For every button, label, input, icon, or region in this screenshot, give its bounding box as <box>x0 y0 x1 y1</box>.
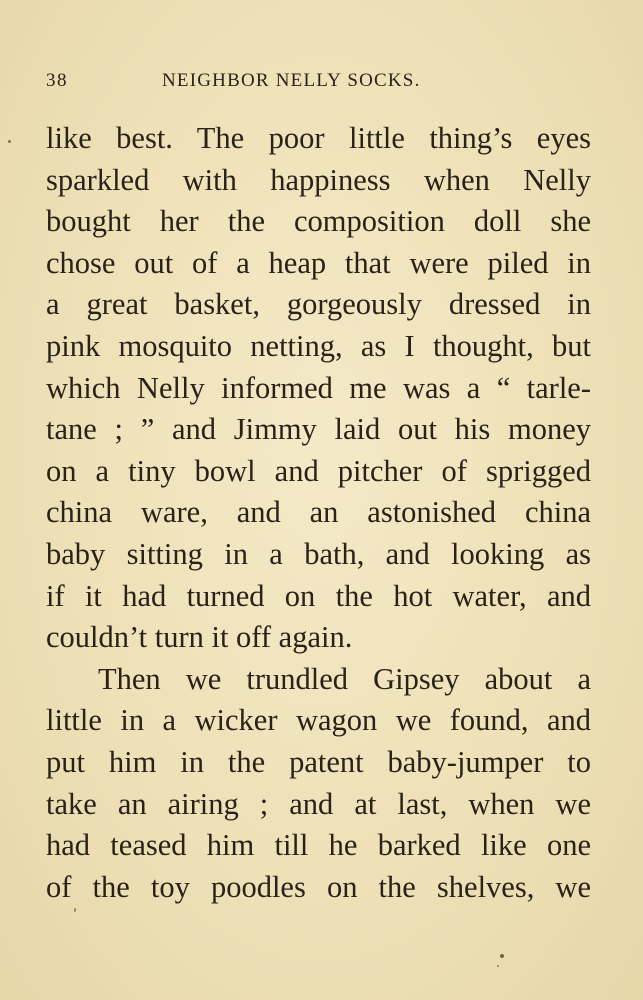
text-line: little in a wicker wagon we found, and <box>46 703 591 738</box>
text-line: china ware, and an astonished china <box>46 495 591 530</box>
running-title: NEIGHBOR NELLY SOCKS. <box>162 70 421 91</box>
text-line: take an airing ; and at last, when we <box>46 786 591 821</box>
text-line: bought her the composition doll she <box>46 204 591 239</box>
text-line: a great basket, gorgeously dressed in <box>46 287 591 322</box>
print-speck <box>500 954 504 958</box>
text-line: couldn’t turn it off again. <box>46 620 353 655</box>
body-text <box>46 118 591 908</box>
text-line: chose out of a heap that were piled in <box>46 245 591 280</box>
text-line: like best. The poor little thing’s eyes <box>46 121 591 155</box>
text-line: of the toy poodles on the shelves, we <box>46 869 591 904</box>
text-line: on a tiny bowl and pitcher of sprigged <box>46 453 591 488</box>
paragraph-2 <box>46 659 591 909</box>
text-line: which Nelly informed me was a “ tarle- <box>46 370 591 405</box>
text-line: Then we trundled Gipsey about a <box>98 661 591 696</box>
text-line: had teased him till he barked like one <box>46 828 591 863</box>
text-line: pink mosquito netting, as I thought, but <box>46 328 591 363</box>
print-speck <box>74 908 76 912</box>
running-head <box>46 70 591 100</box>
text-line: tane ; ” and Jimmy laid out his money <box>46 412 591 447</box>
print-speck <box>497 965 499 967</box>
page-number: 38 <box>46 70 68 91</box>
print-speck <box>8 140 11 143</box>
paragraph-1 <box>46 118 591 659</box>
text-line: if it had turned on the hot water, and <box>46 578 591 613</box>
text-line: put him in the patent baby-jumper to <box>46 744 591 779</box>
text-line: baby sitting in a bath, and looking as <box>46 536 591 571</box>
text-line: sparkled with happiness when Nelly <box>46 162 591 197</box>
